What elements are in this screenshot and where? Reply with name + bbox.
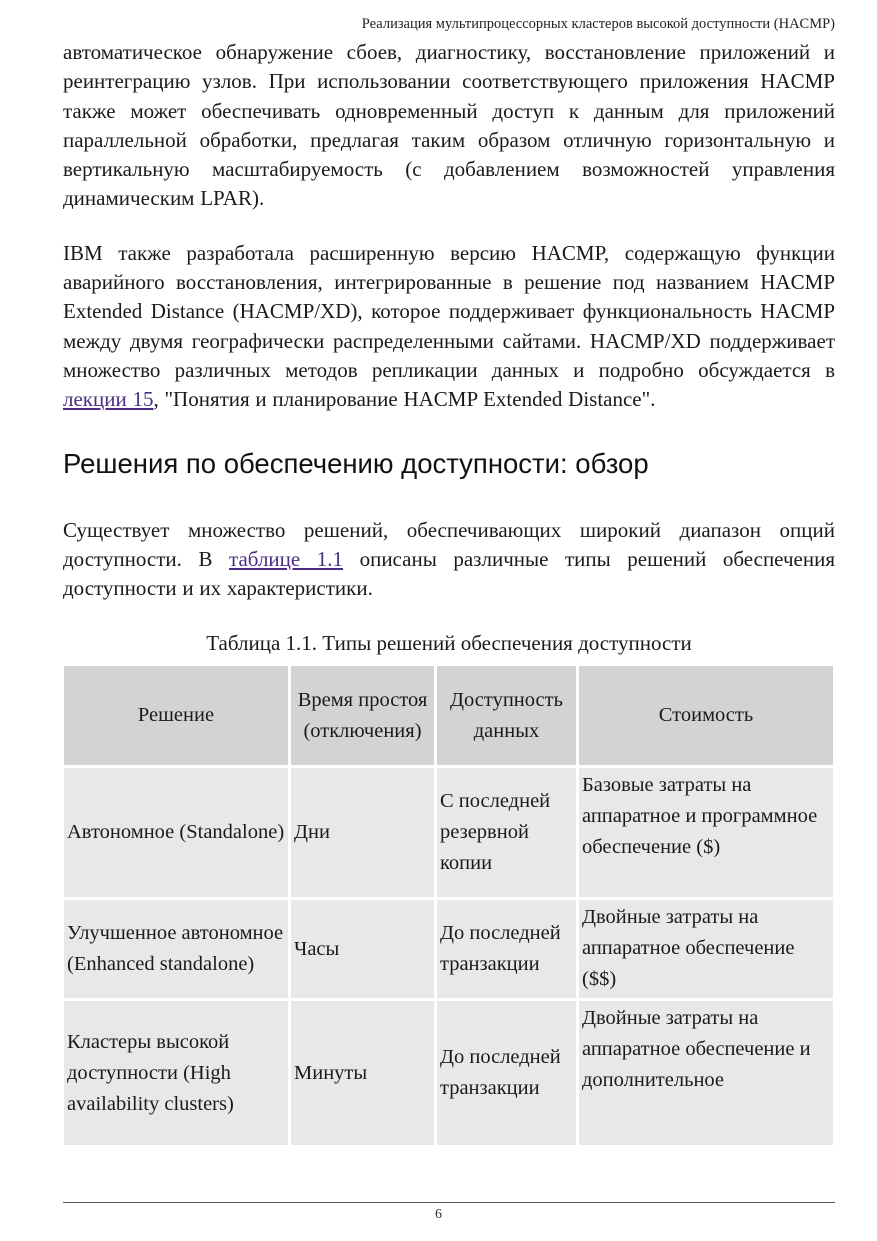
- cell-data-availability: С последней резервной копии: [437, 768, 576, 897]
- running-header: Реализация мультипроцессорных кластеров высокой доступности (HACMP): [361, 16, 835, 32]
- cell-solution: Улучшенное автономное (Enhanced standalone): [64, 900, 288, 998]
- cell-solution: Автономное (Standalone): [64, 768, 288, 897]
- table-caption: Таблица 1.1. Типы решений обеспечения доступности: [206, 631, 692, 656]
- page-number: 6: [435, 1207, 442, 1222]
- header-downtime: Время простоя (отключения): [291, 666, 434, 765]
- cell-data-availability: До последней транзакции: [437, 900, 576, 998]
- cell-solution: Кластеры высокой доступности (High availability clusters): [64, 1001, 288, 1145]
- paragraph-text: Существует множество решений, обеспечивающих широкий диапазон опций доступности. В: [63, 517, 835, 571]
- cell-downtime: Минуты: [291, 1001, 434, 1145]
- table-row: [64, 768, 833, 897]
- table-row: [64, 900, 833, 998]
- header-cost: Стоимость: [579, 666, 833, 765]
- paragraph-hacmp-features: автоматическое обнаружение сбоев, диагностику, восстановление приложений и реинтеграцию узлов. При использовании соответствующего приложения HACMP также может обеспечивать одновременный доступ к данным для приложений параллельной обработки, предлагая таким образом отличную горизонтальную и вертикальную масштабируемость (с добавлением возможностей управления динамическим LPAR).: [63, 40, 835, 211]
- table-1-1-link[interactable]: таблице 1.1: [229, 546, 344, 571]
- cell-cost: Двойные затраты на аппаратное обеспечение и дополнительное: [579, 1001, 833, 1145]
- page-content: [63, 38, 835, 1148]
- lecture-15-link[interactable]: лекции 15: [63, 387, 154, 412]
- paragraph-text: описаны различные типы решений обеспечения доступности и их характеристики.: [63, 546, 835, 601]
- paragraph-text: , "Понятия и планирование HACMP Extended Distance".: [153, 387, 656, 412]
- paragraph-hacmp-xd: [63, 239, 835, 415]
- cell-downtime: Часы: [291, 900, 434, 998]
- table-header-row: [64, 666, 833, 765]
- header-solution: Решение: [64, 666, 288, 765]
- section-heading: Решения по обеспечению доступности: обзор: [63, 447, 649, 479]
- cell-data-availability: До последней транзакции: [437, 1001, 576, 1145]
- cell-cost: Базовые затраты на аппаратное и программное обеспечение ($): [579, 768, 833, 897]
- availability-table: [61, 663, 836, 1148]
- paragraph-text: IBM также разработала расширенную версию HACMP, содержащую функции аварийного восстановления, интегрированные в решение под названием HACMP Extended Distance (HACMP/XD), которое поддерживает функциональность HACMP между двумя географически распределенными сайтами. HACMP/XD поддерживает множество различных методов репликации данных и подробно обсуждается в: [63, 240, 835, 382]
- footer-divider: [63, 1202, 835, 1203]
- header-data-availability: Доступность данных: [437, 666, 576, 765]
- table-row: [64, 1001, 833, 1145]
- cell-downtime: Дни: [291, 768, 434, 897]
- paragraph-overview: [63, 516, 835, 604]
- cell-cost: Двойные затраты на аппаратное обеспечение ($$): [579, 900, 833, 998]
